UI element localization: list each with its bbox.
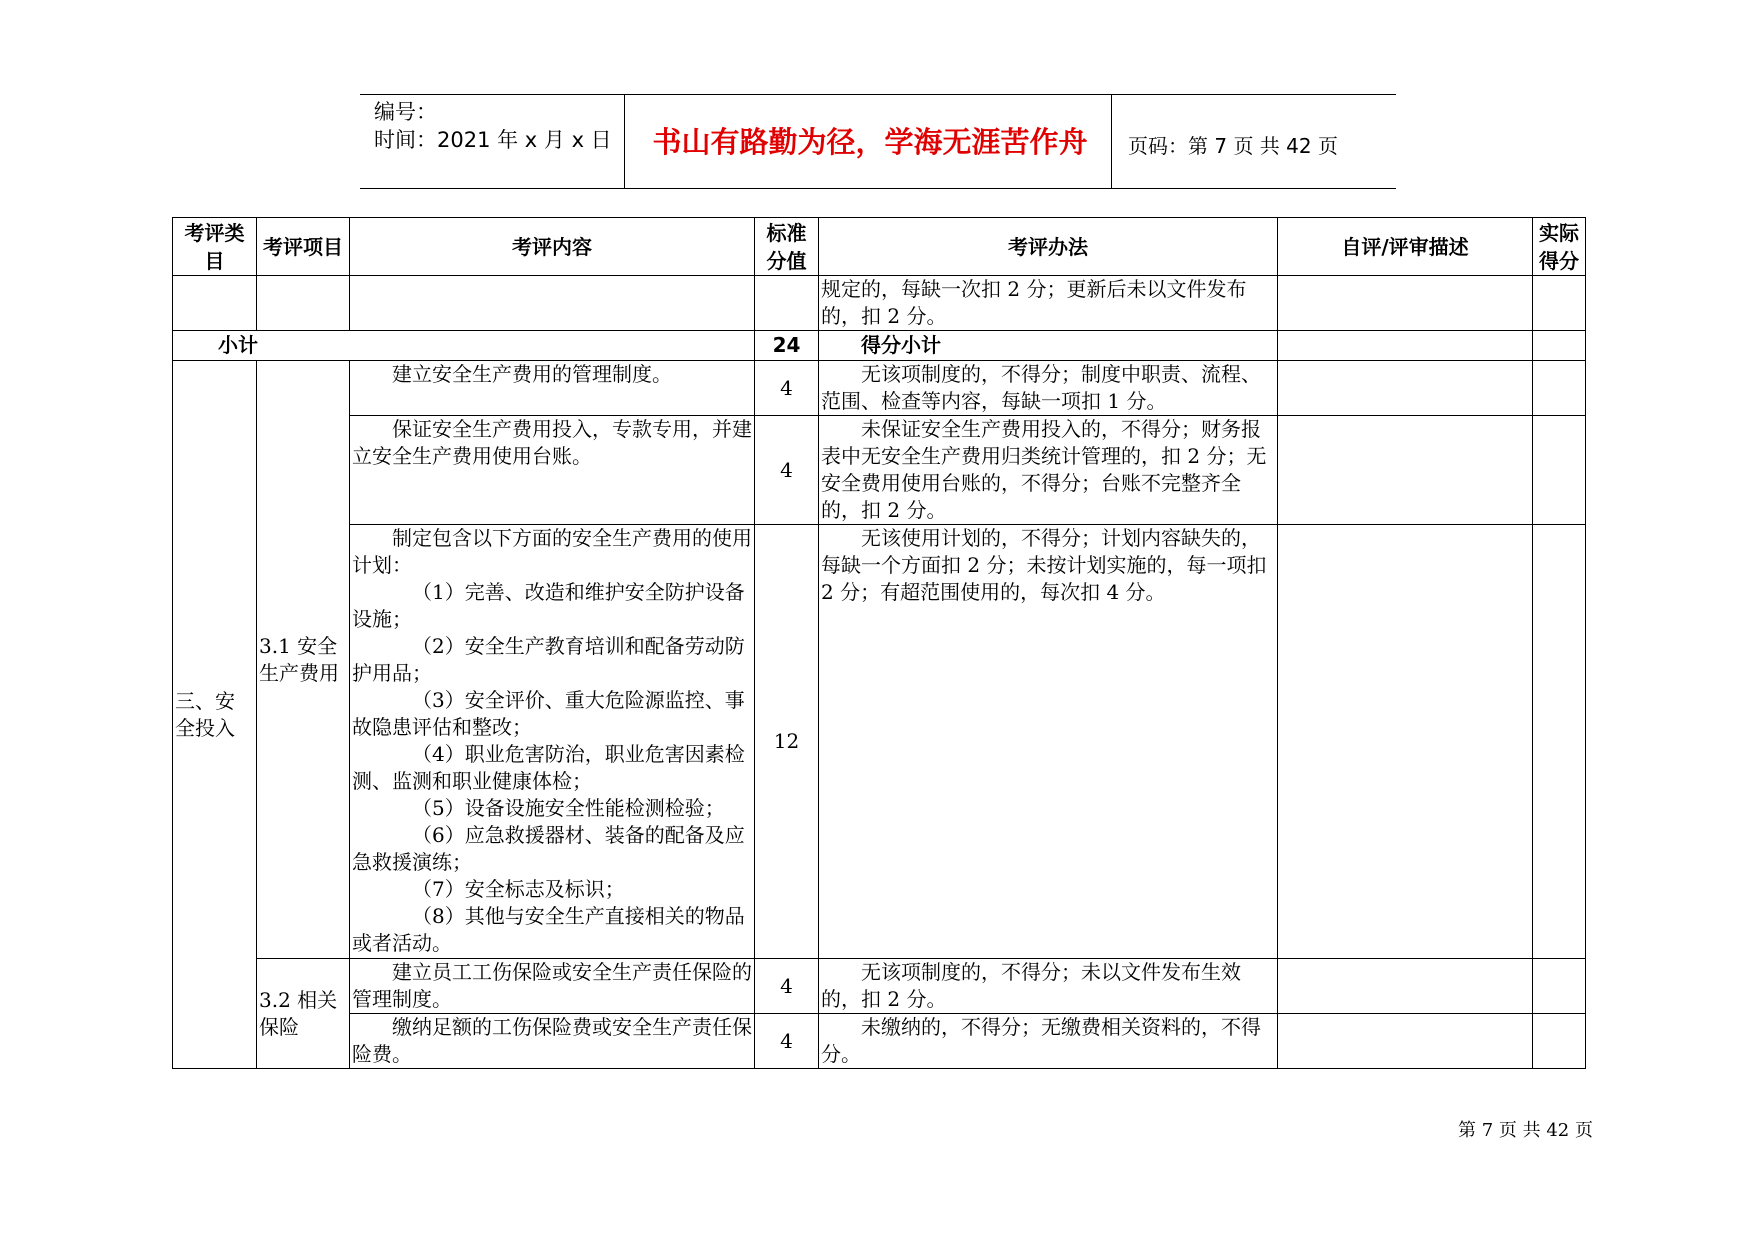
header-page-number: 页码：第 7 页 共 42 页 [1128,134,1338,158]
list-item: （1）完善、改造和维护安全防护设备设施； [352,580,745,631]
method-cell: 无该使用计划的，不得分；计划内容缺失的，每缺一个方面扣 2 分；未按计划实施的，每一项扣 2 分；有超范围使用的，每次扣 4 分。 [819,525,1278,959]
subtotal-method: 得分小计 [819,331,1278,361]
list-item: （8）其他与安全生产直接相关的物品或者活动。 [352,904,745,955]
table-row [173,959,1586,1014]
score-cell: 12 [755,525,819,959]
score-cell: 4 [755,1014,819,1069]
method-cell: 未保证安全生产费用投入的，不得分；财务报表中无安全生产费用归类统计管理的，扣 2 分；无安全费用使用台账的，不得分；台账不完整齐全的，扣 2 分。 [819,416,1278,525]
header-method: 考评办法 [819,218,1278,276]
item-cell: 3.1 安全生产费用 [257,361,350,959]
item-cell: 3.2 相关保险 [257,959,350,1069]
list-item: （4）职业危害防治，职业危害因素检测、监测和职业健康体检； [352,742,745,793]
method-cell: 无该项制度的，不得分；制度中职责、流程、范围、检查等内容，每缺一项扣 1 分。 [819,361,1278,416]
header-self-eval: 自评/评审描述 [1278,218,1533,276]
header-item: 考评项目 [257,218,350,276]
subtotal-label: 小计 [173,331,755,361]
table-row [173,1014,1586,1069]
header-category: 考评类目 [173,218,257,276]
category-cell: 三、安全投入 [173,361,257,1069]
header-divider [624,94,625,188]
list-item: （5）设备设施安全性能检测检验； [412,796,725,820]
list-item: （3）安全评价、重大危险源监控、事故隐患评估和整改； [352,688,745,739]
score-cell: 4 [755,416,819,525]
score-cell: 4 [755,361,819,416]
table-header-row [173,218,1586,276]
header-score: 标准分值 [755,218,819,276]
document-time: 时间：2021 年 x 月 x 日 [374,128,612,152]
table-row [173,416,1586,525]
list-item: （2）安全生产教育培训和配备劳动防护用品； [352,634,745,685]
content-cell: 建立员工工伤保险或安全生产责任保险的管理制度。 [350,959,755,1014]
content-cell [350,525,755,959]
evaluation-table [172,217,1586,1069]
subtotal-score: 24 [755,331,819,361]
table-row [173,525,1586,959]
header-top-rule [360,94,1396,95]
subtotal-row [173,331,1586,361]
header-content: 考评内容 [350,218,755,276]
header-bottom-rule [360,188,1396,189]
content-cell: 保证安全生产费用投入，专款专用，并建立安全生产费用使用台账。 [350,416,755,525]
table-row [173,276,1586,331]
content-cell: 缴纳足额的工伤保险费或安全生产责任保险费。 [350,1014,755,1069]
header-divider [1111,94,1112,188]
method-cell: 未缴纳的，不得分；无缴费相关资料的，不得分。 [819,1014,1278,1069]
list-item: （6）应急救援器材、装备的配备及应急救援演练； [352,823,745,874]
header-actual: 实际得分 [1533,218,1586,276]
header-info [374,98,612,154]
score-cell: 4 [755,959,819,1014]
table-row [173,361,1586,416]
list-item: （7）安全标志及标识； [412,877,625,901]
content-cell: 建立安全生产费用的管理制度。 [350,361,755,416]
content-intro: 制定包含以下方面的安全生产费用的使用计划： [352,526,752,577]
method-cell: 规定的，每缺一次扣 2 分；更新后未以文件发布的，扣 2 分。 [819,276,1278,331]
document-number: 编号： [374,100,437,124]
header-motto: 书山有路勤为径，学海无涯苦作舟 [652,125,1088,159]
footer-page-number: 第 7 页 共 42 页 [1458,1120,1593,1141]
method-cell: 无该项制度的，不得分；未以文件发布生效的，扣 2 分。 [819,959,1278,1014]
